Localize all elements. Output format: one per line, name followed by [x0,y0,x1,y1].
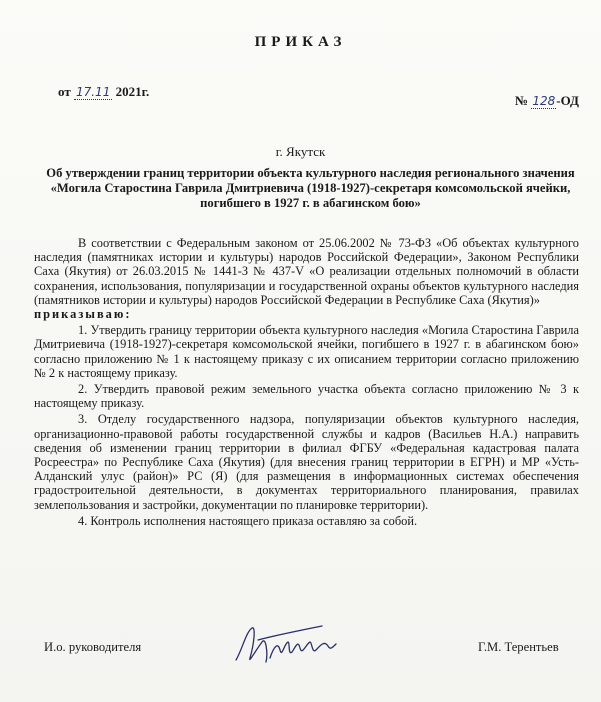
order-body [34,236,579,528]
number-prefix: № [515,93,529,108]
order-item-1: 1. Утвердить границу территории объекта культурного наследия «Могила Старостина Гаврила Дмитриевича (1918-1927)-секретаря комсомольской ячейки, погибшего в 1927 г. в абагинском бою» согласно приложению № 1 к настоящему приказу с их описанием территории согласно приложению № 2 к настоящему приказу. [34,323,579,380]
date-year: 2021г. [115,84,150,99]
signer-name: Г.М. Терентьев [478,640,559,654]
signature-image [232,620,342,670]
orders-word: приказываю: [34,307,132,322]
signer-role: И.о. руководителя [44,640,142,654]
number-handwritten: 128 [532,94,556,108]
preamble: В соответствии с Федеральным законом от 25.06.2002 № 73-ФЗ «Об объектах культурного наследия (памятниках истории и культуры) народов Российской Федерации», Законом Республики Саха (Якутия) от 26.03.2015 № 1441-З № 437-V «О реализации отдельных полномочий в области сохранения, использования, популяризации и государственной охраны объектов культурного наследия (памятников истории и культуры) народов Российской Федерации в Республике Саха (Якутия)» [34,236,579,307]
order-subject: Об утверждении границ территории объекта культурного наследия регионального значения «Могила Старостина Гаврила Дмитриевича (1918-1927)-секретаря комсомольской ячейки, погибшего в 1927 г. в абагинском бою» [46,166,575,210]
number-suffix: -ОД [556,93,579,108]
order-date [58,84,149,100]
order-item-4: 4. Контроль исполнения настоящего приказа оставляю за собой. [78,513,418,528]
city: г. Якутск [275,144,326,159]
order-item-3: 3. Отделу государственного надзора, популяризации объектов культурного наследия, организационно-правовой работы государственной службы и кадров (Васильев Н.А.) направить сведения об изменении границ территории в филиал ФГБУ «Федеральная кадастровая палата Росреестра» по Республике Саха (Якутия) (для внесения границ территории в ЕГРН) и МР «Усть-Алданский улус (район)» РС (Я) (для размещения в информационных системах обеспечения градостроительной деятельности, в документах территориального планирования, правилах землепользования и застройки, документации по планировке территории). [34,412,579,512]
order-item-2: 2. Утвердить правовой режим земельного участка объекта согласно приложению № 3 к настоящему приказу. [34,382,579,411]
document-title: ПРИКАЗ [254,34,347,50]
date-prefix: от [58,84,71,99]
date-handwritten: 17.11 [75,85,111,99]
order-number [515,93,579,109]
